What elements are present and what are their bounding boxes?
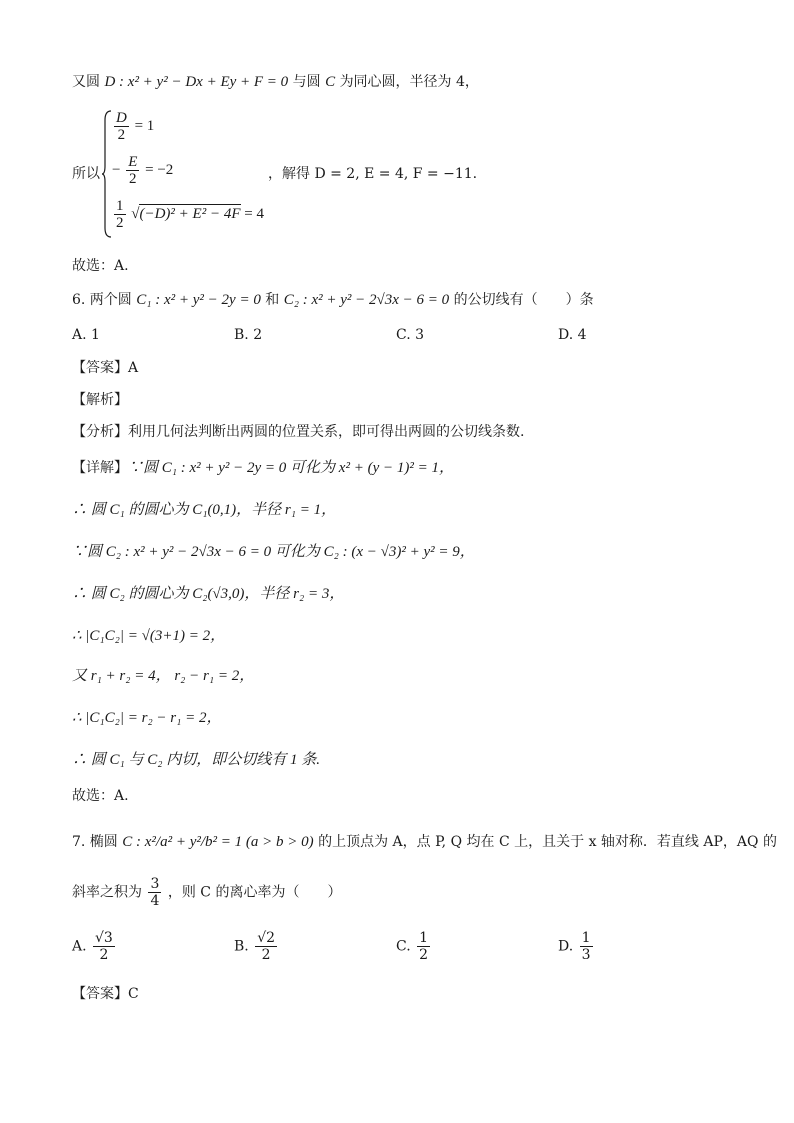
q7-stem: 7. 椭圆 C : x²/a² + y²/b² = 1 (a > b > 0) 的上顶点为 A，点 P, Q 均在 C 上，且关于 x 轴对称．若直线 AP，AQ 的 [72, 834, 777, 850]
q6-analysis-tag: 【解析】 [72, 392, 128, 408]
q7-option-a: A. $\frac{√3}{2}$ [72, 930, 113, 963]
q6-detail-7: ∴ |C₁C₂| = r₂ − r₁ = 2， [72, 710, 222, 726]
q6-circle-c2: C₂ : x² + y² − 2√3x − 6 = 0 [283, 292, 450, 308]
q6-detail-5: ∴ |C₁C₂| = √(3+1) = 2， [72, 628, 226, 644]
q7-answer: 【答案】C [72, 986, 139, 1002]
q6-detail-1: 【详解】∵圆 C₁ : x² + y² − 2y = 0 可化为 x² + (y − 1)² = 1， [72, 460, 454, 476]
q6-detail-8: ∴ 圆 C₁ 与 C₂ 内切，即公切线有 1 条. [72, 752, 320, 768]
q6-answer: 【答案】A [72, 360, 139, 376]
system-solution: ，解得 D = 2, E = 4, F = −11. [268, 166, 478, 182]
concentric-circle-statement: 又圆 D : x² + y² − Dx + Ey + F = 0 与圆 C 为同心圆，半径为 4， [72, 74, 479, 90]
circle-d-equation: D : x² + y² − Dx + Ey + F = 0 [104, 74, 289, 90]
system-brace [102, 110, 112, 238]
q6-option-c: C. 3 [396, 327, 425, 343]
q7-stem-2: 斜率之积为 $\frac{3}{4}$ ，则 C 的离心率为（ ） [72, 876, 342, 909]
system-row-2: − $\frac{E}{2}$ = −2 [112, 154, 174, 187]
q6-option-d: D. 4 [558, 327, 587, 343]
q7-ellipse-equation: C : x²/a² + y²/b² = 1 (a > b > 0) [122, 834, 314, 850]
q6-option-a: A. 1 [72, 327, 100, 343]
q6-stem: 6. 两个圆 C₁ : x² + y² − 2y = 0 和 C₂ : x² + y² − 2√3x − 6 = 0 的公切线有（ ）条 [72, 292, 594, 308]
q6-choose: 故选：A. [72, 788, 129, 804]
q6-detail-4: ∴ 圆 C₂ 的圆心为 C₂(√3,0)，半径 r₂ = 3， [72, 586, 345, 602]
q6-detail-2: ∴ 圆 C₁ 的圆心为 C₁(0,1)，半径 r₁ = 1， [72, 502, 337, 518]
q6-detail-6: 又 r₁ + r₂ = 4， r₂ − r₁ = 2， [72, 668, 255, 684]
q6-option-b: B. 2 [234, 327, 263, 343]
choose-a-1: 故选：A. [72, 258, 129, 274]
q7-option-d: D. $\frac{1}{3}$ [558, 930, 591, 963]
q7-option-b: B. $\frac{√2}{2}$ [234, 930, 276, 963]
q6-detail-3: ∵圆 C₂ : x² + y² − 2√3x − 6 = 0 可化为 C₂ : (x − √3)² + y² = 9， [72, 544, 475, 560]
q6-fenxi: 【分析】利用几何法判断出两圆的位置关系，即可得出两圆的公切线条数. [72, 424, 525, 440]
system-row-3: $\frac{1}{2}$ √(−D)² + E² − 4F = 4 [116, 198, 264, 231]
q7-option-c: C. $\frac{1}{2}$ [396, 930, 429, 963]
system-row-1: $\frac{D}{2}$ = 1 [116, 110, 155, 143]
system-lead: 所以 [72, 166, 100, 182]
q6-circle-c1: C₁ : x² + y² − 2y = 0 [136, 292, 261, 308]
